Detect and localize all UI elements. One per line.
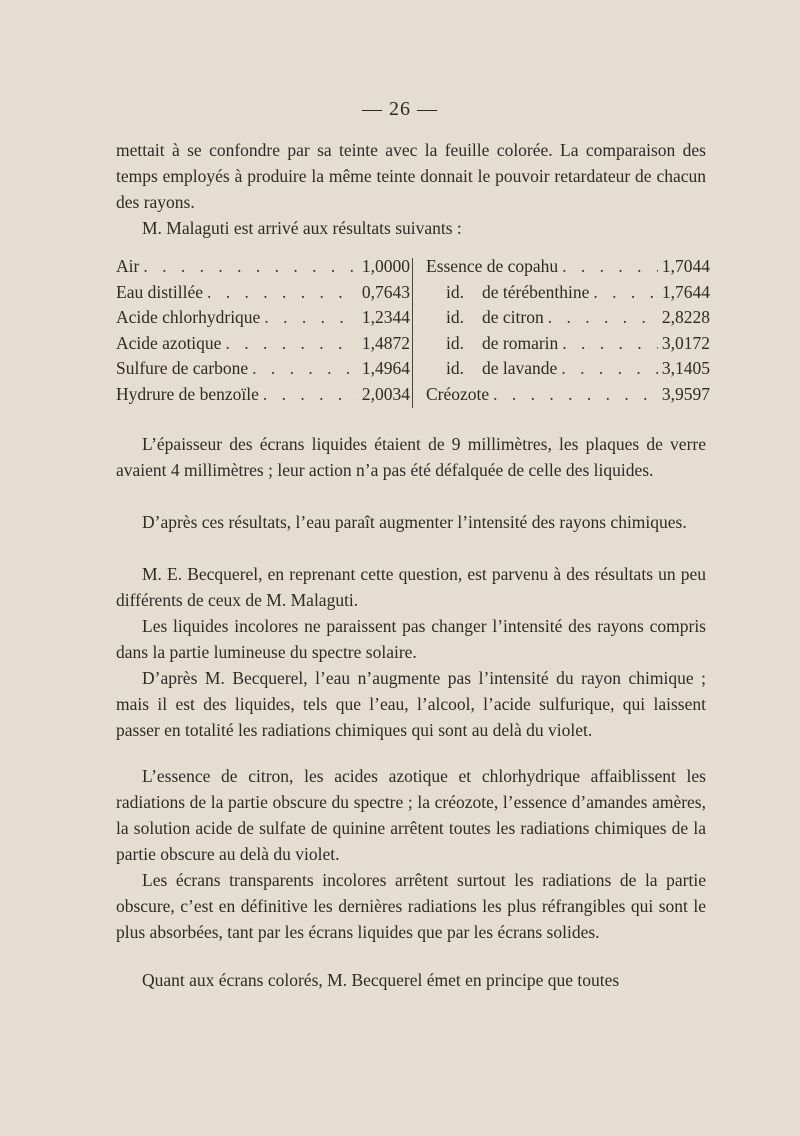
substance-name: de lavande: [482, 358, 558, 379]
table-row: [426, 254, 710, 280]
table-row: [116, 356, 410, 382]
body-paragraph-7: Les écrans transparents incolores arrêtent surtout les radiations de la partie obscure, c’est en définitive les dernières radiations les plus réfrangibles qui sont le plus absorbées, tant par les écrans liquides que par les écrans solides.: [116, 870, 706, 942]
substance-value: 3,1405: [661, 358, 710, 379]
table-row: [426, 356, 710, 382]
substance-name: de citron: [482, 307, 544, 328]
results-table-right-column: [426, 254, 710, 408]
substance-value: 1,2344: [361, 307, 410, 328]
substance-value: 1,7644: [661, 281, 710, 302]
table-row: [116, 382, 410, 408]
body-paragraph-6: L’essence de citron, les acides azotique et chlorhydrique affaiblissent les radiations de la partie obscure du spectre ; la créozote, l’essence d’amandes amères, la solution acide de sulfate de quinine arrêtent toutes les radiations chimiques de la partie obscure au delà du violet.: [116, 766, 706, 864]
results-table: [116, 254, 710, 408]
substance-name: Sulfure de carbone: [116, 358, 249, 379]
body-paragraph-1: L’épaisseur des écrans liquides étaient de 9 millimètres, les plaques de verre avaient 4 millimètres ; leur action n’a pas été défalquée de celle des liquides.: [116, 434, 706, 480]
substance-value: 2,8228: [661, 307, 710, 328]
substance-name: Essence de copahu: [426, 256, 559, 276]
page-number: — 26 —: [362, 98, 438, 120]
table-row: [426, 280, 710, 306]
intro-paragraph-1: mettait à se confondre par sa teinte avec la feuille colorée. La comparaison des temps employés à produire la même teinte donnait le pouvoir retardateur de chacun des rayons.: [116, 140, 706, 212]
substance-name: Air: [116, 256, 140, 276]
substance-name: de térébenthine: [482, 281, 590, 302]
body-paragraph-5: D’après M. Becquerel, l’eau n’augmente pas l’intensité du rayon chimique ; mais il est des liquides, tels que l’eau, l’alcool, l’acide sulfurique, qui laissent passer en totalité les radiations chimiques qui sont au delà du violet.: [116, 668, 706, 740]
substance-value: 3,0172: [661, 332, 710, 353]
body-paragraph-3: M. E. Becquerel, en reprenant cette question, est parvenu à des résultats un peu différents de ceux de M. Malaguti.: [116, 564, 706, 610]
substance-value: 1,7044: [661, 256, 710, 276]
table-row: [116, 280, 410, 306]
substance-value: 1,4964: [361, 358, 410, 379]
substance-value: 1,4872: [361, 332, 410, 353]
column-divider: [412, 258, 413, 408]
results-table-left-column: [116, 254, 410, 408]
substance-name: Acide azotique: [116, 332, 222, 353]
table-row: [116, 305, 410, 331]
table-row: [116, 331, 410, 357]
idem-mark: id.: [446, 307, 464, 328]
body-paragraph-8: Quant aux écrans colorés, M. Becquerel émet en principe que toutes: [142, 970, 620, 990]
substance-name: Hydrure de benzoïle: [116, 383, 259, 404]
substance-value: 1,0000: [361, 256, 410, 276]
table-row: [426, 382, 710, 408]
idem-mark: id.: [446, 332, 464, 353]
substance-name: Créozote: [426, 383, 490, 404]
table-row: [426, 331, 710, 357]
body-paragraph-2: D’après ces résultats, l’eau paraît augmenter l’intensité des rayons chimiques.: [142, 512, 687, 532]
idem-mark: id.: [446, 358, 464, 379]
substance-value: 0,7643: [361, 281, 410, 302]
intro-paragraph-2: M. Malaguti est arrivé aux résultats suivants :: [142, 218, 462, 238]
table-row: [426, 305, 710, 331]
substance-name: Eau distillée: [116, 281, 203, 302]
body-paragraph-4: Les liquides incolores ne paraissent pas changer l’intensité des rayons compris dans la partie lumineuse du spectre solaire.: [116, 616, 706, 662]
substance-value: 2,0034: [361, 383, 410, 404]
substance-value: 3,9597: [661, 383, 710, 404]
table-row: [116, 254, 410, 280]
substance-name: Acide chlorhydrique: [116, 307, 261, 328]
substance-name: de romarin: [482, 332, 559, 353]
idem-mark: id.: [446, 281, 464, 302]
